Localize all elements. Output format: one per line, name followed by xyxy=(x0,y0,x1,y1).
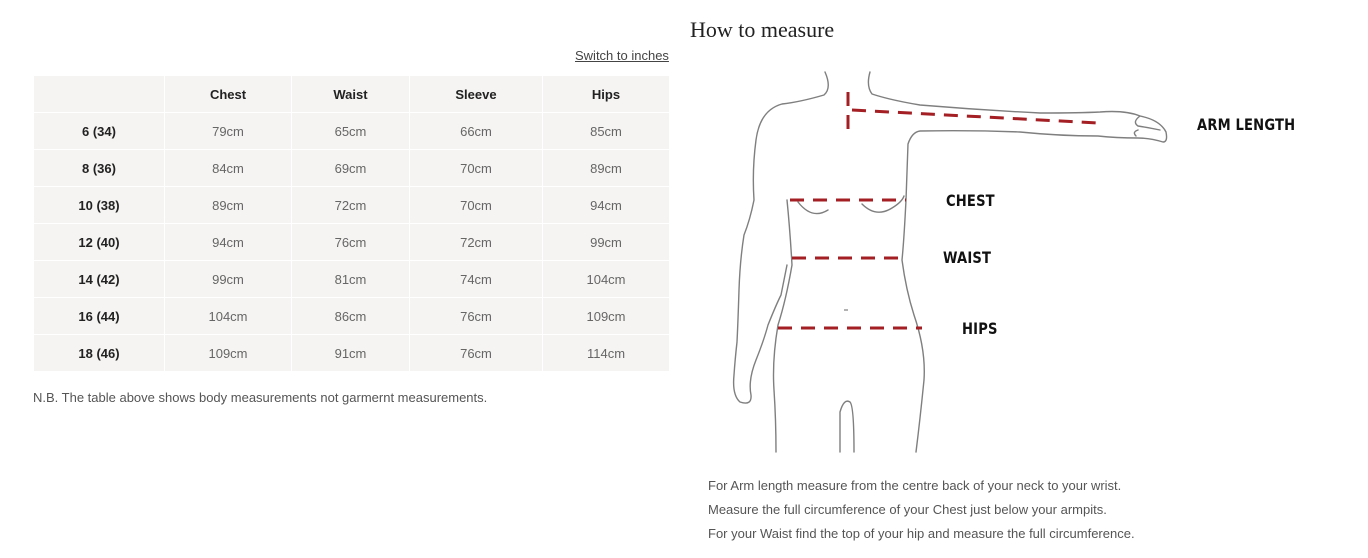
sleeve-cell: 74cm xyxy=(410,261,543,298)
waist-cell: 76cm xyxy=(292,224,410,261)
chest-cell: 79cm xyxy=(165,113,292,150)
header-sleeve: Sleeve xyxy=(410,76,543,113)
waist-cell: 69cm xyxy=(292,150,410,187)
table-row xyxy=(34,335,670,372)
waist-cell: 91cm xyxy=(292,335,410,372)
instruction-waist: For your Waist find the top of your hip and measure the full circumference. xyxy=(708,526,1135,541)
waist-cell: 86cm xyxy=(292,298,410,335)
sleeve-cell: 70cm xyxy=(410,187,543,224)
figure-outline-neck-right xyxy=(868,72,1166,452)
size-cell: 10 (38) xyxy=(34,187,165,224)
table-row xyxy=(34,113,670,150)
table-row xyxy=(34,150,670,187)
size-cell: 8 (36) xyxy=(34,150,165,187)
header-waist: Waist xyxy=(292,76,410,113)
chest-cell: 84cm xyxy=(165,150,292,187)
figure-outline-hand xyxy=(1134,116,1160,136)
figure-outline-neck xyxy=(734,72,829,403)
arm-length-label: ARM LENGTH xyxy=(1197,115,1296,134)
instruction-chest: Measure the full circumference of your Chest just below your armpits. xyxy=(708,502,1107,517)
sleeve-cell: 76cm xyxy=(410,335,543,372)
hips-cell: 109cm xyxy=(543,298,670,335)
size-cell: 14 (42) xyxy=(34,261,165,298)
size-cell: 6 (34) xyxy=(34,113,165,150)
waist-cell: 65cm xyxy=(292,113,410,150)
chest-label: CHEST xyxy=(946,191,995,210)
hips-cell: 94cm xyxy=(543,187,670,224)
measurement-note: N.B. The table above shows body measurements not garmernt measurements. xyxy=(33,390,488,405)
figure-outline-left-side xyxy=(774,200,793,452)
waist-cell: 72cm xyxy=(292,187,410,224)
figure-outline-inner-leg xyxy=(840,401,854,452)
size-cell: 16 (44) xyxy=(34,298,165,335)
sleeve-cell: 70cm xyxy=(410,150,543,187)
hips-cell: 99cm xyxy=(543,224,670,261)
chest-cell: 109cm xyxy=(165,335,292,372)
waist-cell: 81cm xyxy=(292,261,410,298)
table-row xyxy=(34,187,670,224)
hips-cell: 104cm xyxy=(543,261,670,298)
header-chest: Chest xyxy=(165,76,292,113)
waist-label: WAIST xyxy=(943,248,992,267)
header-size xyxy=(34,76,165,113)
chest-cell: 104cm xyxy=(165,298,292,335)
switch-to-inches-link[interactable]: Switch to inches xyxy=(575,48,669,63)
size-cell: 18 (46) xyxy=(34,335,165,372)
table-row xyxy=(34,224,670,261)
chest-cell: 94cm xyxy=(165,224,292,261)
hips-cell: 114cm xyxy=(543,335,670,372)
how-to-measure-title: How to measure xyxy=(690,17,835,42)
table-row xyxy=(34,298,670,335)
table-row xyxy=(34,261,670,298)
hips-cell: 89cm xyxy=(543,150,670,187)
sleeve-cell: 76cm xyxy=(410,298,543,335)
header-hips: Hips xyxy=(543,76,670,113)
instruction-arm: For Arm length measure from the centre back of your neck to your wrist. xyxy=(708,478,1122,493)
measure-instructions xyxy=(708,474,1135,546)
size-cell: 12 (40) xyxy=(34,224,165,261)
chest-cell: 99cm xyxy=(165,261,292,298)
sleeve-cell: 72cm xyxy=(410,224,543,261)
hips-cell: 85cm xyxy=(543,113,670,150)
chest-cell: 89cm xyxy=(165,187,292,224)
sleeve-cell: 66cm xyxy=(410,113,543,150)
size-chart-table xyxy=(33,75,670,372)
table-header-row xyxy=(34,76,670,113)
hips-label: HIPS xyxy=(962,319,998,338)
